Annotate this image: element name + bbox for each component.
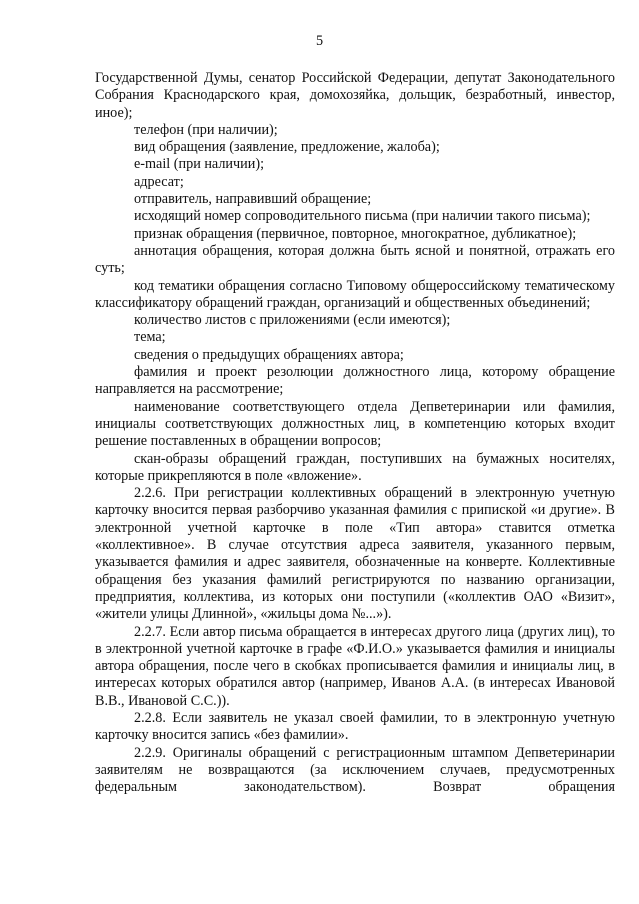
page-number: 5: [315, 33, 324, 49]
list-item-department: наименование соответствующего отдела Депветеринарии или фамилия, инициалы соответствующих должностных лиц, в компетенцию которых входит решение поставленных в обращении вопросов;: [95, 398, 615, 450]
list-item-email: e-mail (при наличии);: [134, 156, 265, 173]
clause-2-2-7: 2.2.7. Если автор письма обращается в интересах другого лица (других лиц), то в электронной учетной карточке в графе «Ф.И.О.» указывается фамилия и инициалы автора обращения, после чего в скобках прописывается фамилия и инициалы лиц, в интересах которых обратился автор (например, Иванов А.А. (в интересах Ивановой В.В., Ивановой С.С.)).: [95, 623, 615, 709]
clause-2-2-6: 2.2.6. При регистрации коллективных обращений в электронную учетную карточку вносится первая разборчиво указанная фамилия с припиской «и другие». В электронной учетной карточке в поле «Тип автора» ставится отметка «коллективное». В случае отсутствия адреса заявителя, указанного первым, указывается фамилия и адрес заявителя, обозначенные на конверте. Коллективные обращения без указания фамилий регистрируются по названию организации, предприятия, коллектива, из которых они поступили («коллектив ОАО «Визит», «жители улицы Длинной», «жильцы дома №...»).: [95, 485, 615, 623]
list-item-outgoing-number: исходящий номер сопроводительного письма (при наличии такого письма);: [134, 208, 591, 225]
list-item-sheet-count: количество листов с приложениями (если имеются);: [134, 312, 451, 329]
clause-2-2-8: 2.2.8. Если заявитель не указал своей фамилии, то в электронную учетную карточку вносится запись «без фамилии».: [95, 709, 615, 744]
list-item-subject: тема;: [134, 329, 166, 346]
list-item-annotation: аннотация обращения, которая должна быть ясной и понятной, отражать его суть;: [95, 242, 615, 277]
document-body: [95, 70, 615, 796]
list-item-resolution: фамилия и проект резолюции должностного лица, которому обращение направляется на рассмотрение;: [95, 364, 615, 398]
list-item-phone: телефон (при наличии);: [134, 121, 278, 138]
list-item-addressee: адресат;: [134, 173, 184, 190]
list-item-appeal-sign: признак обращения (первичное, повторное, многократное, дубликатное);: [134, 225, 577, 242]
list-item-sender: отправитель, направивший обращение;: [134, 191, 372, 208]
list-item-previous-appeals: сведения о предыдущих обращениях автора;: [134, 346, 404, 363]
clause-2-2-9: 2.2.9. Оригиналы обращений с регистрационным штампом Депветеринарии заявителям не возвращаются (за исключением случаев, предусмотренных федеральным законодательством). Возврат обращения: [95, 744, 615, 796]
list-item-scans: скан-образы обращений граждан, поступивших на бумажных носителях, которые прикрепляются в поле «вложение».: [95, 450, 615, 484]
paragraph-author-status-continued: Государственной Думы, сенатор Российской Федерации, депутат Законодательного Собрания Краснодарского края, домохозяйка, дольщик, безработный, инвестор, иное);: [95, 70, 615, 121]
list-item-topic-code: код тематики обращения согласно Типовому общероссийскому тематическому классификатору обращений граждан, организаций и общественных объединений;: [95, 277, 615, 311]
list-item-appeal-type: вид обращения (заявление, предложение, жалоба);: [134, 139, 440, 156]
